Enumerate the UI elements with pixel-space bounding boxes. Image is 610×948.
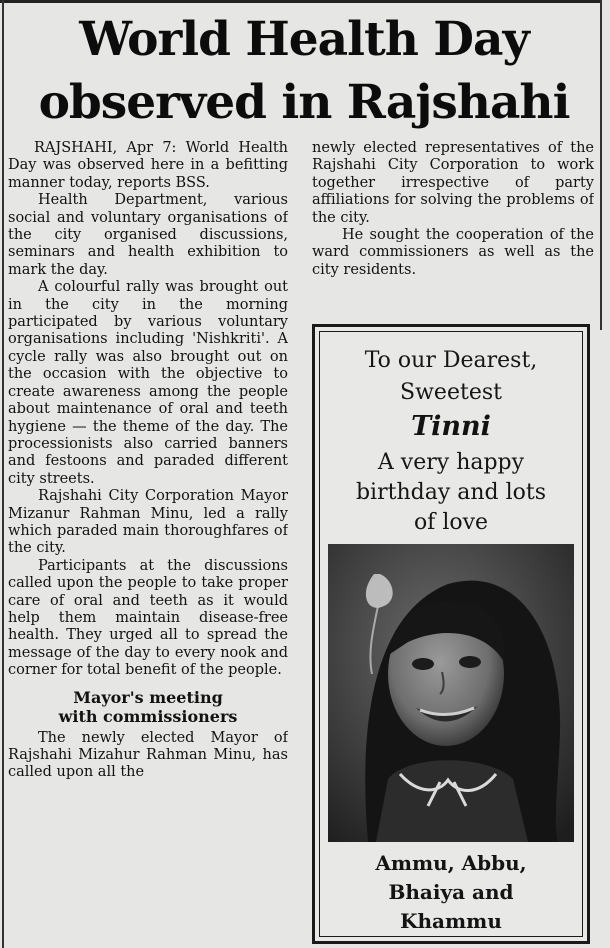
ad-recipient-name: Tinni: [411, 411, 491, 442]
article-column-right: [312, 140, 594, 318]
child-portrait-photo: [328, 544, 574, 842]
subhead-line-1: Mayor's meeting: [73, 687, 223, 707]
top-rule: [0, 0, 600, 3]
subhead-line-2: with commissioners: [58, 706, 238, 726]
left-rule: [2, 0, 4, 948]
ad-wish-line-3: of love: [413, 510, 489, 535]
ad-signature-line-1: Ammu, Abbu,: [375, 851, 527, 875]
birthday-ad: [312, 324, 590, 944]
article-paragraph: A colourful rally was brought out in the city in the morning participated by various voluntary organisations including 'Nishkriti'. A cycle rally was also brought out on the occasion with the objective to create awareness among the people about maintenance of oral and teeth hygiene — the theme of the day. The processionists also carried banners and festoons and paraded different city streets.: [8, 279, 288, 487]
ad-greeting-line-1: To our Dearest,: [364, 348, 538, 373]
ad-greeting-line-2: Sweetest: [400, 380, 502, 405]
article-paragraph: Participants at the discussions called upon the people to take proper care of oral and teeth as it would help them maintain disease-free health. They urged all to spread the message of the day to every nook and corner for total benefit of the people.: [8, 557, 288, 679]
ad-wish-line-1: A very happy: [377, 450, 525, 475]
article-column-left: [8, 140, 288, 948]
section-subhead: [8, 688, 288, 726]
headline-line-1: World Health Day: [79, 12, 529, 67]
article-paragraph: Rajshahi City Corporation Mayor Mizanur Rahman Minu, led a rally which paraded main thoroughfares of the city.: [8, 488, 288, 557]
article-paragraph: newly elected representatives of the Rajshahi City Corporation to work together irrespective of party affiliations for solving the problems of the city.: [312, 140, 594, 226]
ad-inner-border: [319, 331, 583, 937]
article-paragraph: The newly elected Mayor of Rajshahi Mizahur Rahman Minu, has called upon all the: [8, 729, 288, 781]
right-rule: [600, 0, 602, 330]
article-paragraph: RAJSHAHI, Apr 7: World Health Day was observed here in a befitting manner today, reports BSS.: [8, 140, 288, 191]
article-paragraph: He sought the cooperation of the ward commissioners as well as the city residents.: [312, 227, 594, 278]
ad-signature-line-2: Bhaiya and: [388, 880, 514, 904]
ad-signature-line-3: Khammu: [400, 909, 502, 933]
headline: [8, 8, 600, 134]
ad-wish-line-2: birthday and lots: [355, 480, 547, 505]
article-paragraph: Health Department, various social and voluntary organisations of the city organised discussions, seminars and health exhibition to mark the day.: [8, 192, 288, 278]
headline-line-2: observed in Rajshahi: [38, 75, 570, 130]
portrait-illustration: [328, 544, 574, 842]
